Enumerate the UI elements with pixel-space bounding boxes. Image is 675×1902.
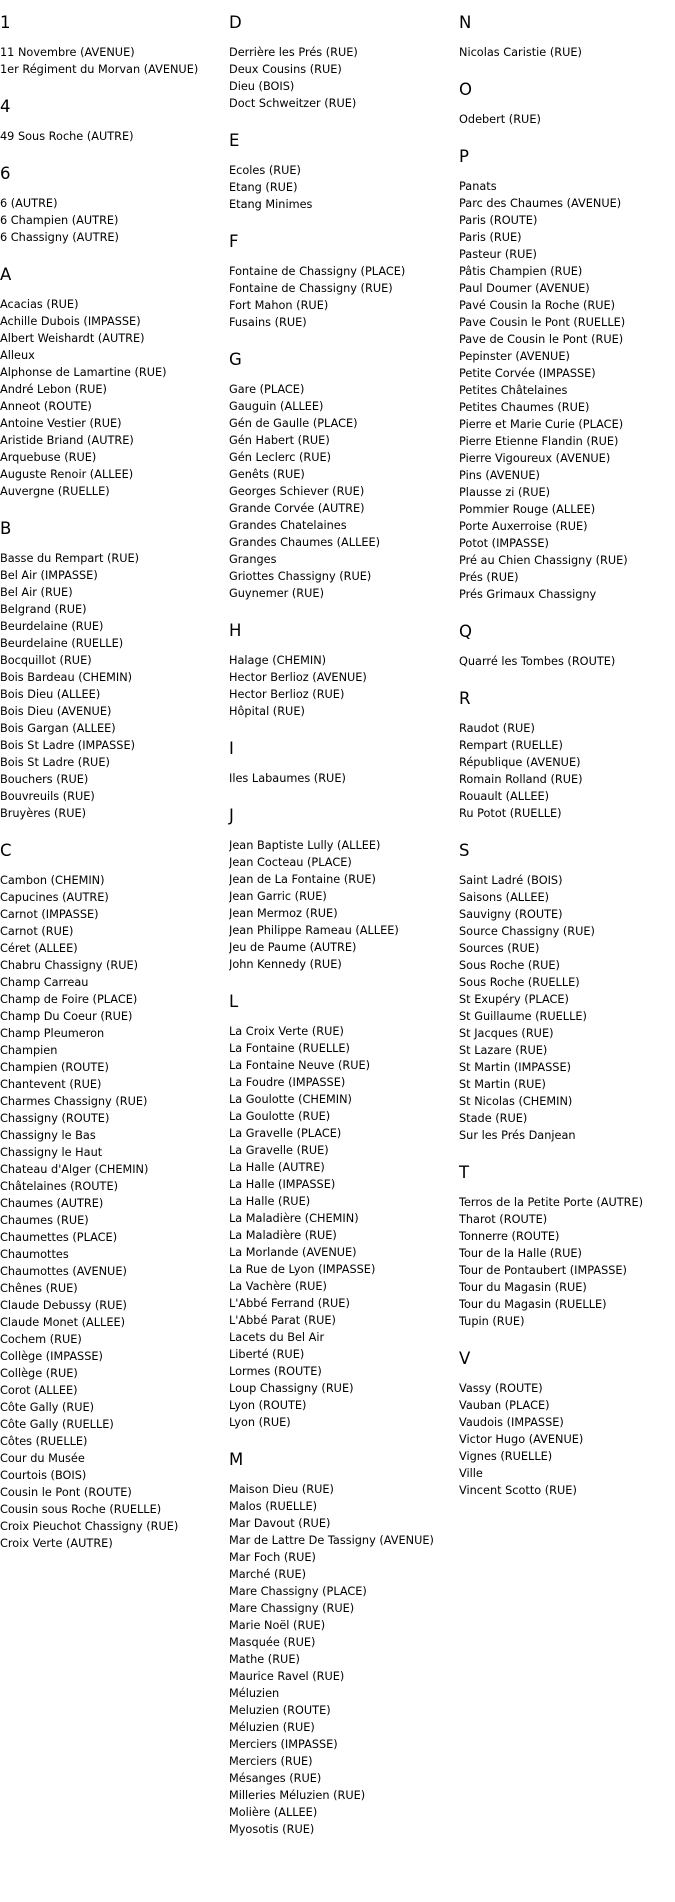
street-name: Stade (RUE) xyxy=(459,1112,528,1125)
street-name: Chassigny le Haut xyxy=(0,1146,103,1159)
street-name: Raudot (RUE) xyxy=(459,722,535,735)
street-name: Collège (IMPASSE) xyxy=(0,1350,103,1363)
letter-section xyxy=(229,350,451,602)
street-name: Antoine Vestier (RUE) xyxy=(0,417,122,430)
street-list xyxy=(229,1481,451,1838)
street-name: Pierre Vigoureux (AVENUE) xyxy=(459,452,611,465)
street-name: Maison Dieu (RUE) xyxy=(229,1483,334,1496)
street-list xyxy=(459,1194,675,1330)
street-name: Mathe (RUE) xyxy=(229,1653,300,1666)
street-name: Merciers (RUE) xyxy=(229,1755,313,1768)
street-list xyxy=(229,381,451,602)
street-list xyxy=(459,44,675,61)
street-list xyxy=(459,653,675,670)
street-name: La Foudre (IMPASSE) xyxy=(229,1076,346,1089)
street-name: Acacias (RUE) xyxy=(0,298,79,311)
street-list xyxy=(459,720,675,822)
street-name: Georges Schiever (RUE) xyxy=(229,485,365,498)
street-name: Paris (RUE) xyxy=(459,231,522,244)
street-name: Jean de La Fontaine (RUE) xyxy=(229,873,376,886)
street-name: Châtelaines (ROUTE) xyxy=(0,1180,118,1193)
street-name: Bruyères (RUE) xyxy=(0,807,87,820)
street-name: Marché (RUE) xyxy=(229,1568,307,1581)
street-name: Paul Doumer (AVENUE) xyxy=(459,282,590,295)
street-name: Champien xyxy=(0,1044,58,1057)
street-name: Iles Labaumes (RUE) xyxy=(229,772,346,785)
street-name: Sous Roche (RUE) xyxy=(459,959,560,972)
street-list xyxy=(229,652,451,720)
street-name: Deux Cousins (RUE) xyxy=(229,63,342,76)
street-name: Tharot (ROUTE) xyxy=(459,1213,548,1226)
street-name: Albert Weishardt (AUTRE) xyxy=(0,332,145,345)
street-name: La Gravelle (PLACE) xyxy=(229,1127,342,1140)
street-name: Croix Pieuchot Chassigny (RUE) xyxy=(0,1520,179,1533)
street-name: Bois Dieu (AVENUE) xyxy=(0,705,112,718)
street-name: Pasteur (RUE) xyxy=(459,248,537,261)
section-letter-heading: V xyxy=(459,1349,471,1368)
street-index-column-1 xyxy=(0,0,218,1552)
section-letter-heading: 1 xyxy=(0,13,11,32)
street-name: Pins (AVENUE) xyxy=(459,469,540,482)
letter-section xyxy=(459,841,675,1144)
street-name: Mare Chassigny (PLACE) xyxy=(229,1585,367,1598)
section-letter-heading: T xyxy=(459,1163,470,1182)
street-name: Carnot (RUE) xyxy=(0,925,74,938)
street-name: Dieu (BOIS) xyxy=(229,80,295,93)
street-name: Marie Noël (RUE) xyxy=(229,1619,326,1632)
street-name: Guynemer (RUE) xyxy=(229,587,324,600)
street-name: Loup Chassigny (RUE) xyxy=(229,1382,354,1395)
street-name: Gén Leclerc (RUE) xyxy=(229,451,332,464)
street-name: Chassigny le Bas xyxy=(0,1129,96,1142)
street-name: Molière (ALLEE) xyxy=(229,1806,318,1819)
letter-section xyxy=(0,519,218,822)
section-letter-heading: F xyxy=(229,232,239,251)
street-name: La Halle (IMPASSE) xyxy=(229,1178,336,1191)
street-name: St Nicolas (CHEMIN) xyxy=(459,1095,573,1108)
street-name: Jean Philippe Rameau (ALLEE) xyxy=(229,924,399,937)
street-name: Pierre et Marie Curie (PLACE) xyxy=(459,418,624,431)
street-name: Bel Air (RUE) xyxy=(0,586,73,599)
street-name: Chênes (RUE) xyxy=(0,1282,78,1295)
street-name: 1er Régiment du Morvan (AVENUE) xyxy=(0,63,199,76)
street-name: Plausse zi (RUE) xyxy=(459,486,551,499)
street-name: Alleux xyxy=(0,349,35,362)
street-name: Doct Schweitzer (RUE) xyxy=(229,97,357,110)
street-name: Bois Gargan (ALLEE) xyxy=(0,722,116,735)
street-name: Griottes Chassigny (RUE) xyxy=(229,570,372,583)
street-name: Cousin sous Roche (RUELLE) xyxy=(0,1503,162,1516)
street-name: St Jacques (RUE) xyxy=(459,1027,554,1040)
street-name: Cousin le Pont (ROUTE) xyxy=(0,1486,132,1499)
street-name: La Gravelle (RUE) xyxy=(229,1144,329,1157)
street-name: Mar Davout (RUE) xyxy=(229,1517,331,1530)
street-name: Côte Gally (RUE) xyxy=(0,1401,95,1414)
street-name: Lormes (ROUTE) xyxy=(229,1365,322,1378)
street-name: La Halle (RUE) xyxy=(229,1195,311,1208)
section-letter-heading: 6 xyxy=(0,164,11,183)
section-letter-heading: R xyxy=(459,689,471,708)
street-name: Etang (RUE) xyxy=(229,181,298,194)
street-name: Cambon (CHEMIN) xyxy=(0,874,105,887)
street-name: Chaumottes (AVENUE) xyxy=(0,1265,127,1278)
letter-section xyxy=(229,621,451,720)
street-name: Maurice Ravel (RUE) xyxy=(229,1670,345,1683)
street-name: Genêts (RUE) xyxy=(229,468,305,481)
street-name: 6 Champien (AUTRE) xyxy=(0,214,119,227)
street-name: Vauban (PLACE) xyxy=(459,1399,550,1412)
street-name: Granges xyxy=(229,553,277,566)
street-name: Tour du Magasin (RUELLE) xyxy=(459,1298,607,1311)
letter-section xyxy=(0,13,218,78)
street-name: Champ Du Coeur (RUE) xyxy=(0,1010,133,1023)
section-letter-heading: Q xyxy=(459,622,472,641)
street-name: Vincent Scotto (RUE) xyxy=(459,1484,577,1497)
street-name: Saisons (ALLEE) xyxy=(459,891,550,904)
letter-section xyxy=(459,13,675,61)
letter-section xyxy=(229,232,451,331)
letter-section xyxy=(229,1450,451,1838)
street-name: Malos (RUELLE) xyxy=(229,1500,317,1513)
street-name: Saint Ladré (BOIS) xyxy=(459,874,563,887)
letter-section xyxy=(459,1349,675,1499)
street-name: Nicolas Caristie (RUE) xyxy=(459,46,582,59)
street-name: Petite Corvée (IMPASSE) xyxy=(459,367,596,380)
street-name: Vassy (ROUTE) xyxy=(459,1382,543,1395)
street-list xyxy=(459,1380,675,1499)
street-name: Fort Mahon (RUE) xyxy=(229,299,329,312)
street-name: Beurdelaine (RUELLE) xyxy=(0,637,124,650)
street-name: Fontaine de Chassigny (RUE) xyxy=(229,282,393,295)
street-name: Cochem (RUE) xyxy=(0,1333,82,1346)
street-name: Hector Berlioz (AVENUE) xyxy=(229,671,367,684)
section-letter-heading: H xyxy=(229,621,242,640)
street-name: Cour du Musée xyxy=(0,1452,85,1465)
street-name: Sources (RUE) xyxy=(459,942,540,955)
street-name: Charmes Chassigny (RUE) xyxy=(0,1095,148,1108)
letter-section xyxy=(0,97,218,145)
street-name: Bois St Ladre (RUE) xyxy=(0,756,110,769)
section-letter-heading: J xyxy=(229,806,234,825)
street-name: Arquebuse (RUE) xyxy=(0,451,97,464)
street-name: Pavé Cousin la Roche (RUE) xyxy=(459,299,616,312)
street-name: La Morlande (AVENUE) xyxy=(229,1246,357,1259)
street-name: John Kennedy (RUE) xyxy=(229,958,342,971)
street-name: La Halle (AUTRE) xyxy=(229,1161,325,1174)
street-name: Gén Habert (RUE) xyxy=(229,434,330,447)
street-name: Chateau d'Alger (CHEMIN) xyxy=(0,1163,149,1176)
street-name: Terros de la Petite Porte (AUTRE) xyxy=(459,1196,644,1209)
street-name: Anneot (ROUTE) xyxy=(0,400,92,413)
street-name: Grande Corvée (AUTRE) xyxy=(229,502,365,515)
street-name: Auvergne (RUELLE) xyxy=(0,485,110,498)
street-name: Potot (IMPASSE) xyxy=(459,537,549,550)
street-name: Pâtis Champien (RUE) xyxy=(459,265,583,278)
street-name: Liberté (RUE) xyxy=(229,1348,305,1361)
street-name: Gauguin (ALLEE) xyxy=(229,400,324,413)
street-name: Tour de la Halle (RUE) xyxy=(459,1247,582,1260)
street-name: St Exupéry (PLACE) xyxy=(459,993,569,1006)
street-name: Odebert (RUE) xyxy=(459,113,541,126)
street-name: Chantevent (RUE) xyxy=(0,1078,102,1091)
street-name: Gare (PLACE) xyxy=(229,383,305,396)
street-list xyxy=(0,550,218,822)
street-list xyxy=(0,128,218,145)
letter-section xyxy=(0,265,218,500)
street-name: Aristide Briand (AUTRE) xyxy=(0,434,134,447)
street-name: Lyon (ROUTE) xyxy=(229,1399,307,1412)
street-name: Champien (ROUTE) xyxy=(0,1061,109,1074)
street-name: Jean Mermoz (RUE) xyxy=(229,907,338,920)
street-name: Bois St Ladre (IMPASSE) xyxy=(0,739,135,752)
letter-section xyxy=(459,80,675,128)
street-name: Corot (ALLEE) xyxy=(0,1384,78,1397)
street-name: La Fontaine (RUELLE) xyxy=(229,1042,350,1055)
street-name: Lyon (RUE) xyxy=(229,1416,291,1429)
street-name: Mésanges (RUE) xyxy=(229,1772,322,1785)
street-list xyxy=(229,162,451,213)
section-letter-heading: G xyxy=(229,350,242,369)
letter-section xyxy=(459,689,675,822)
street-list xyxy=(459,872,675,1144)
street-name: Vaudois (IMPASSE) xyxy=(459,1416,564,1429)
letter-section xyxy=(229,131,451,213)
letter-section xyxy=(459,147,675,603)
street-name: République (AVENUE) xyxy=(459,756,581,769)
street-list xyxy=(459,111,675,128)
letter-section xyxy=(229,13,451,112)
street-name: La Vachère (RUE) xyxy=(229,1280,327,1293)
street-name: Bouchers (RUE) xyxy=(0,773,89,786)
street-name: La Goulotte (RUE) xyxy=(229,1110,331,1123)
street-name: Romain Rolland (RUE) xyxy=(459,773,583,786)
street-name: Panats xyxy=(459,180,497,193)
section-letter-heading: P xyxy=(459,147,469,166)
street-name: La Croix Verte (RUE) xyxy=(229,1025,344,1038)
section-letter-heading: C xyxy=(0,841,12,860)
street-list xyxy=(0,195,218,246)
street-name: Sauvigny (ROUTE) xyxy=(459,908,563,921)
street-name: Chaumes (AUTRE) xyxy=(0,1197,104,1210)
street-name: Merciers (IMPASSE) xyxy=(229,1738,338,1751)
street-name: Auguste Renoir (ALLEE) xyxy=(0,468,134,481)
street-list xyxy=(229,770,451,787)
street-name: Jean Cocteau (PLACE) xyxy=(229,856,352,869)
street-name: Bouvreuils (RUE) xyxy=(0,790,95,803)
street-name: Beurdelaine (RUE) xyxy=(0,620,104,633)
street-name: Myosotis (RUE) xyxy=(229,1823,315,1836)
street-name: Côte Gally (RUELLE) xyxy=(0,1418,114,1431)
street-name: La Goulotte (CHEMIN) xyxy=(229,1093,352,1106)
section-letter-heading: E xyxy=(229,131,240,150)
street-name: Petites Châtelaines xyxy=(459,384,568,397)
street-name: Champ de Foire (PLACE) xyxy=(0,993,138,1006)
street-name: Prés (RUE) xyxy=(459,571,519,584)
street-name: Mar de Lattre De Tassigny (AVENUE) xyxy=(229,1534,434,1547)
street-name: Achille Dubois (IMPASSE) xyxy=(0,315,141,328)
street-list xyxy=(459,178,675,603)
street-name: Chabru Chassigny (RUE) xyxy=(0,959,139,972)
street-name: Quarré les Tombes (ROUTE) xyxy=(459,655,616,668)
street-name: Capucines (AUTRE) xyxy=(0,891,109,904)
street-name: Rempart (RUELLE) xyxy=(459,739,563,752)
section-letter-heading: O xyxy=(459,80,472,99)
street-index-column-3 xyxy=(459,0,675,1499)
section-letter-heading: D xyxy=(229,13,242,32)
section-letter-heading: S xyxy=(459,841,470,860)
street-name: 11 Novembre (AVENUE) xyxy=(0,46,135,59)
street-name: Source Chassigny (RUE) xyxy=(459,925,595,938)
letter-section xyxy=(229,806,451,973)
street-name: Grandes Chaumes (ALLEE) xyxy=(229,536,381,549)
street-name: Ecoles (RUE) xyxy=(229,164,301,177)
street-name: Tour du Magasin (RUE) xyxy=(459,1281,587,1294)
street-name: Grandes Chatelaines xyxy=(229,519,347,532)
street-name: Milleries Méluzien (RUE) xyxy=(229,1789,366,1802)
street-name: Croix Verte (AUTRE) xyxy=(0,1537,113,1550)
street-name: Lacets du Bel Air xyxy=(229,1331,325,1344)
street-name: Pave Cousin le Pont (RUELLE) xyxy=(459,316,626,329)
street-name: 49 Sous Roche (AUTRE) xyxy=(0,130,134,143)
section-letter-heading: M xyxy=(229,1450,244,1469)
street-name: André Lebon (RUE) xyxy=(0,383,107,396)
street-name: Basse du Rempart (RUE) xyxy=(0,552,140,565)
street-name: Tupin (RUE) xyxy=(459,1315,525,1328)
street-list xyxy=(229,1023,451,1431)
street-name: St Lazare (RUE) xyxy=(459,1044,548,1057)
street-name: La Maladière (CHEMIN) xyxy=(229,1212,359,1225)
letter-section xyxy=(229,739,451,787)
letter-section xyxy=(229,992,451,1431)
street-list xyxy=(229,263,451,331)
street-name: Chaumes (RUE) xyxy=(0,1214,89,1227)
street-name: Tonnerre (ROUTE) xyxy=(459,1230,560,1243)
street-name: Vignes (RUELLE) xyxy=(459,1450,553,1463)
street-name: Céret (ALLEE) xyxy=(0,942,78,955)
street-name: Bois Dieu (ALLEE) xyxy=(0,688,101,701)
street-name: Jeu de Paume (AUTRE) xyxy=(229,941,357,954)
section-letter-heading: 4 xyxy=(0,97,11,116)
street-name: Mar Foch (RUE) xyxy=(229,1551,316,1564)
street-name: Jean Garric (RUE) xyxy=(229,890,327,903)
street-name: Collège (RUE) xyxy=(0,1367,78,1380)
street-name: Etang Minimes xyxy=(229,198,313,211)
street-name: 6 Chassigny (AUTRE) xyxy=(0,231,119,244)
street-name: Bocquillot (RUE) xyxy=(0,654,92,667)
street-name: Méluzien xyxy=(229,1687,280,1700)
street-name: Prés Grimaux Chassigny xyxy=(459,588,597,601)
letter-section xyxy=(459,1163,675,1330)
street-name: Chaumettes (PLACE) xyxy=(0,1231,118,1244)
street-name: Claude Monet (ALLEE) xyxy=(0,1316,126,1329)
section-letter-heading: A xyxy=(0,265,12,284)
letter-section xyxy=(459,622,675,670)
section-letter-heading: I xyxy=(229,739,234,758)
street-name: Tour de Pontaubert (IMPASSE) xyxy=(459,1264,627,1277)
street-name: Carnot (IMPASSE) xyxy=(0,908,99,921)
street-list xyxy=(0,296,218,500)
street-name: Mare Chassigny (RUE) xyxy=(229,1602,355,1615)
street-name: Champ Pleumeron xyxy=(0,1027,105,1040)
street-list xyxy=(229,44,451,112)
street-name: Paris (ROUTE) xyxy=(459,214,538,227)
street-name: Parc des Chaumes (AVENUE) xyxy=(459,197,622,210)
street-name: Chaumottes xyxy=(0,1248,69,1261)
street-name: Pommier Rouge (ALLEE) xyxy=(459,503,596,516)
street-list xyxy=(229,837,451,973)
street-name: Masquée (RUE) xyxy=(229,1636,316,1649)
street-name: Victor Hugo (AVENUE) xyxy=(459,1433,584,1446)
section-letter-heading: N xyxy=(459,13,472,32)
street-name: 6 (AUTRE) xyxy=(0,197,58,210)
street-name: Fusains (RUE) xyxy=(229,316,307,329)
street-name: Halage (CHEMIN) xyxy=(229,654,327,667)
street-name: Porte Auxerroise (RUE) xyxy=(459,520,588,533)
street-name: Hôpital (RUE) xyxy=(229,705,305,718)
street-name: Derrière les Prés (RUE) xyxy=(229,46,358,59)
street-name: Jean Baptiste Lully (ALLEE) xyxy=(229,839,381,852)
street-list xyxy=(0,44,218,78)
street-name: Alphonse de Lamartine (RUE) xyxy=(0,366,167,379)
street-name: Petites Chaumes (RUE) xyxy=(459,401,590,414)
street-name: Bel Air (IMPASSE) xyxy=(0,569,98,582)
street-name: Pré au Chien Chassigny (RUE) xyxy=(459,554,628,567)
street-name: Belgrand (RUE) xyxy=(0,603,87,616)
street-name: Méluzien (RUE) xyxy=(229,1721,315,1734)
letter-section xyxy=(0,841,218,1552)
street-name: La Maladière (RUE) xyxy=(229,1229,337,1242)
street-name: Hector Berlioz (RUE) xyxy=(229,688,345,701)
street-name: L'Abbé Ferrand (RUE) xyxy=(229,1297,350,1310)
street-name: St Guillaume (RUELLE) xyxy=(459,1010,587,1023)
street-name: Meluzien (ROUTE) xyxy=(229,1704,331,1717)
street-name: Pierre Etienne Flandin (RUE) xyxy=(459,435,619,448)
street-name: Pave de Cousin le Pont (RUE) xyxy=(459,333,624,346)
street-list xyxy=(0,872,218,1552)
street-name: Chassigny (ROUTE) xyxy=(0,1112,110,1125)
street-name: Gén de Gaulle (PLACE) xyxy=(229,417,358,430)
street-name: Pepinster (AVENUE) xyxy=(459,350,570,363)
section-letter-heading: L xyxy=(229,992,239,1011)
street-name: Sous Roche (RUELLE) xyxy=(459,976,580,989)
letter-section xyxy=(0,164,218,246)
street-name: Claude Debussy (RUE) xyxy=(0,1299,127,1312)
street-name: Fontaine de Chassigny (PLACE) xyxy=(229,265,406,278)
street-name: L'Abbé Parat (RUE) xyxy=(229,1314,336,1327)
street-name: Sur les Prés Danjean xyxy=(459,1129,576,1142)
street-name: Champ Carreau xyxy=(0,976,89,989)
street-name: Bois Bardeau (CHEMIN) xyxy=(0,671,133,684)
street-name: St Martin (IMPASSE) xyxy=(459,1061,572,1074)
street-name: Rouault (ALLEE) xyxy=(459,790,550,803)
street-name: St Martin (RUE) xyxy=(459,1078,546,1091)
street-name: La Fontaine Neuve (RUE) xyxy=(229,1059,371,1072)
street-name: Ville xyxy=(459,1467,483,1480)
street-name: Ru Potot (RUELLE) xyxy=(459,807,562,820)
street-name: Courtois (BOIS) xyxy=(0,1469,87,1482)
street-name: Côtes (RUELLE) xyxy=(0,1435,88,1448)
section-letter-heading: B xyxy=(0,519,12,538)
street-name: La Rue de Lyon (IMPASSE) xyxy=(229,1263,376,1276)
street-index-column-2 xyxy=(229,0,451,1838)
